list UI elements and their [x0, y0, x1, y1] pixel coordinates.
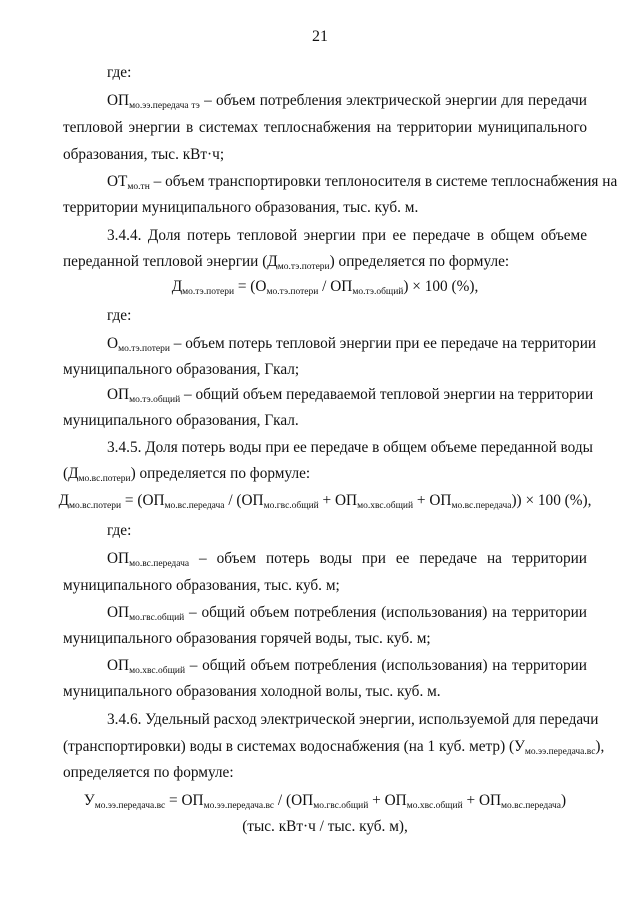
text-line: муниципального образования, Гкал; — [63, 361, 300, 378]
text-line: муниципального образования горячей воды, тыс. куб. м; — [63, 630, 431, 647]
text-line: муниципального образования, тыс. куб. м; — [63, 577, 340, 594]
text-line: тепловой энергии в системах теплоснабжения на территории муниципального — [63, 119, 587, 136]
formula-specific-energy: Умо.ээ.передача.вс = ОПмо.ээ.передача.вс / (ОПмо.гвс.общий + ОПмо.хвс.общий + ОПмо.вс.передача) — [83, 792, 567, 811]
where-label: где: — [107, 307, 132, 324]
section-heading-3-4-6: 3.4.6. Удельный расход электрической энергии, используемой для передачи — [107, 711, 599, 728]
formula-heat-loss-share: Дмо.тэ.потери = (Омо.тэ.потери / ОПмо.тэ.общий) × 100 (%), — [171, 278, 479, 297]
definition-line: ОПмо.тэ.общий – общий объем передаваемой тепловой энергии на территории — [107, 386, 594, 405]
text-line: муниципального образования, Гкал. — [63, 412, 299, 429]
text-line: муниципального образования холодной волы, тыс. куб. м. — [63, 683, 441, 700]
text-line: образования, тыс. кВт·ч; — [63, 146, 225, 163]
definition-line: Омо.тэ.потери – объем потерь тепловой энергии при ее передаче на территории — [107, 335, 597, 354]
where-label: где: — [107, 522, 132, 539]
text-line: переданной тепловой энергии (Дмо.тэ.потери) определяется по формуле: — [63, 253, 510, 272]
definition-line: ОПмо.гвс.общий – общий объем потребления (использования) на территории — [107, 604, 587, 623]
section-heading-3-4-4: 3.4.4. Доля потерь тепловой энергии при ее передаче в общем объеме — [107, 227, 587, 244]
definition-line: ОПмо.ээ.передача тэ – объем потребления электрической энергии для передачи — [107, 92, 587, 111]
text-line: территории муниципального образования, тыс. куб. м. — [63, 199, 419, 216]
text-line: определяется по формуле: — [63, 764, 234, 781]
where-label: где: — [107, 64, 132, 81]
section-heading-3-4-5: 3.4.5. Доля потерь воды при ее передаче в общем объеме переданной воды — [107, 439, 593, 456]
definition-line: ОПмо.вс.передача – объем потерь воды при ее передаче на территории — [107, 550, 587, 569]
formula-units: (тыс. кВт·ч / тыс. куб. м), — [242, 818, 408, 835]
formula-water-loss-share: Дмо.вс.потери = (ОПмо.вс.передача / (ОПмо.гвс.общий + ОПмо.хвс.общий + ОПмо.вс.передача)) × 100 (%), — [58, 492, 592, 511]
definition-line: ОПмо.хвс.общий – общий объем потребления (использования) на территории — [107, 657, 587, 676]
definition-line: ОТмо.тн – объем транспортировки теплоносителя в системе теплоснабжения на — [107, 173, 618, 192]
text-line: (Дмо.вс.потери) определяется по формуле: — [63, 465, 311, 484]
page-number: 21 — [312, 28, 328, 45]
text-line: (транспортировки) воды в системах водоснабжения (на 1 куб. метр) (Умо.ээ.передача.вс), — [63, 738, 605, 757]
